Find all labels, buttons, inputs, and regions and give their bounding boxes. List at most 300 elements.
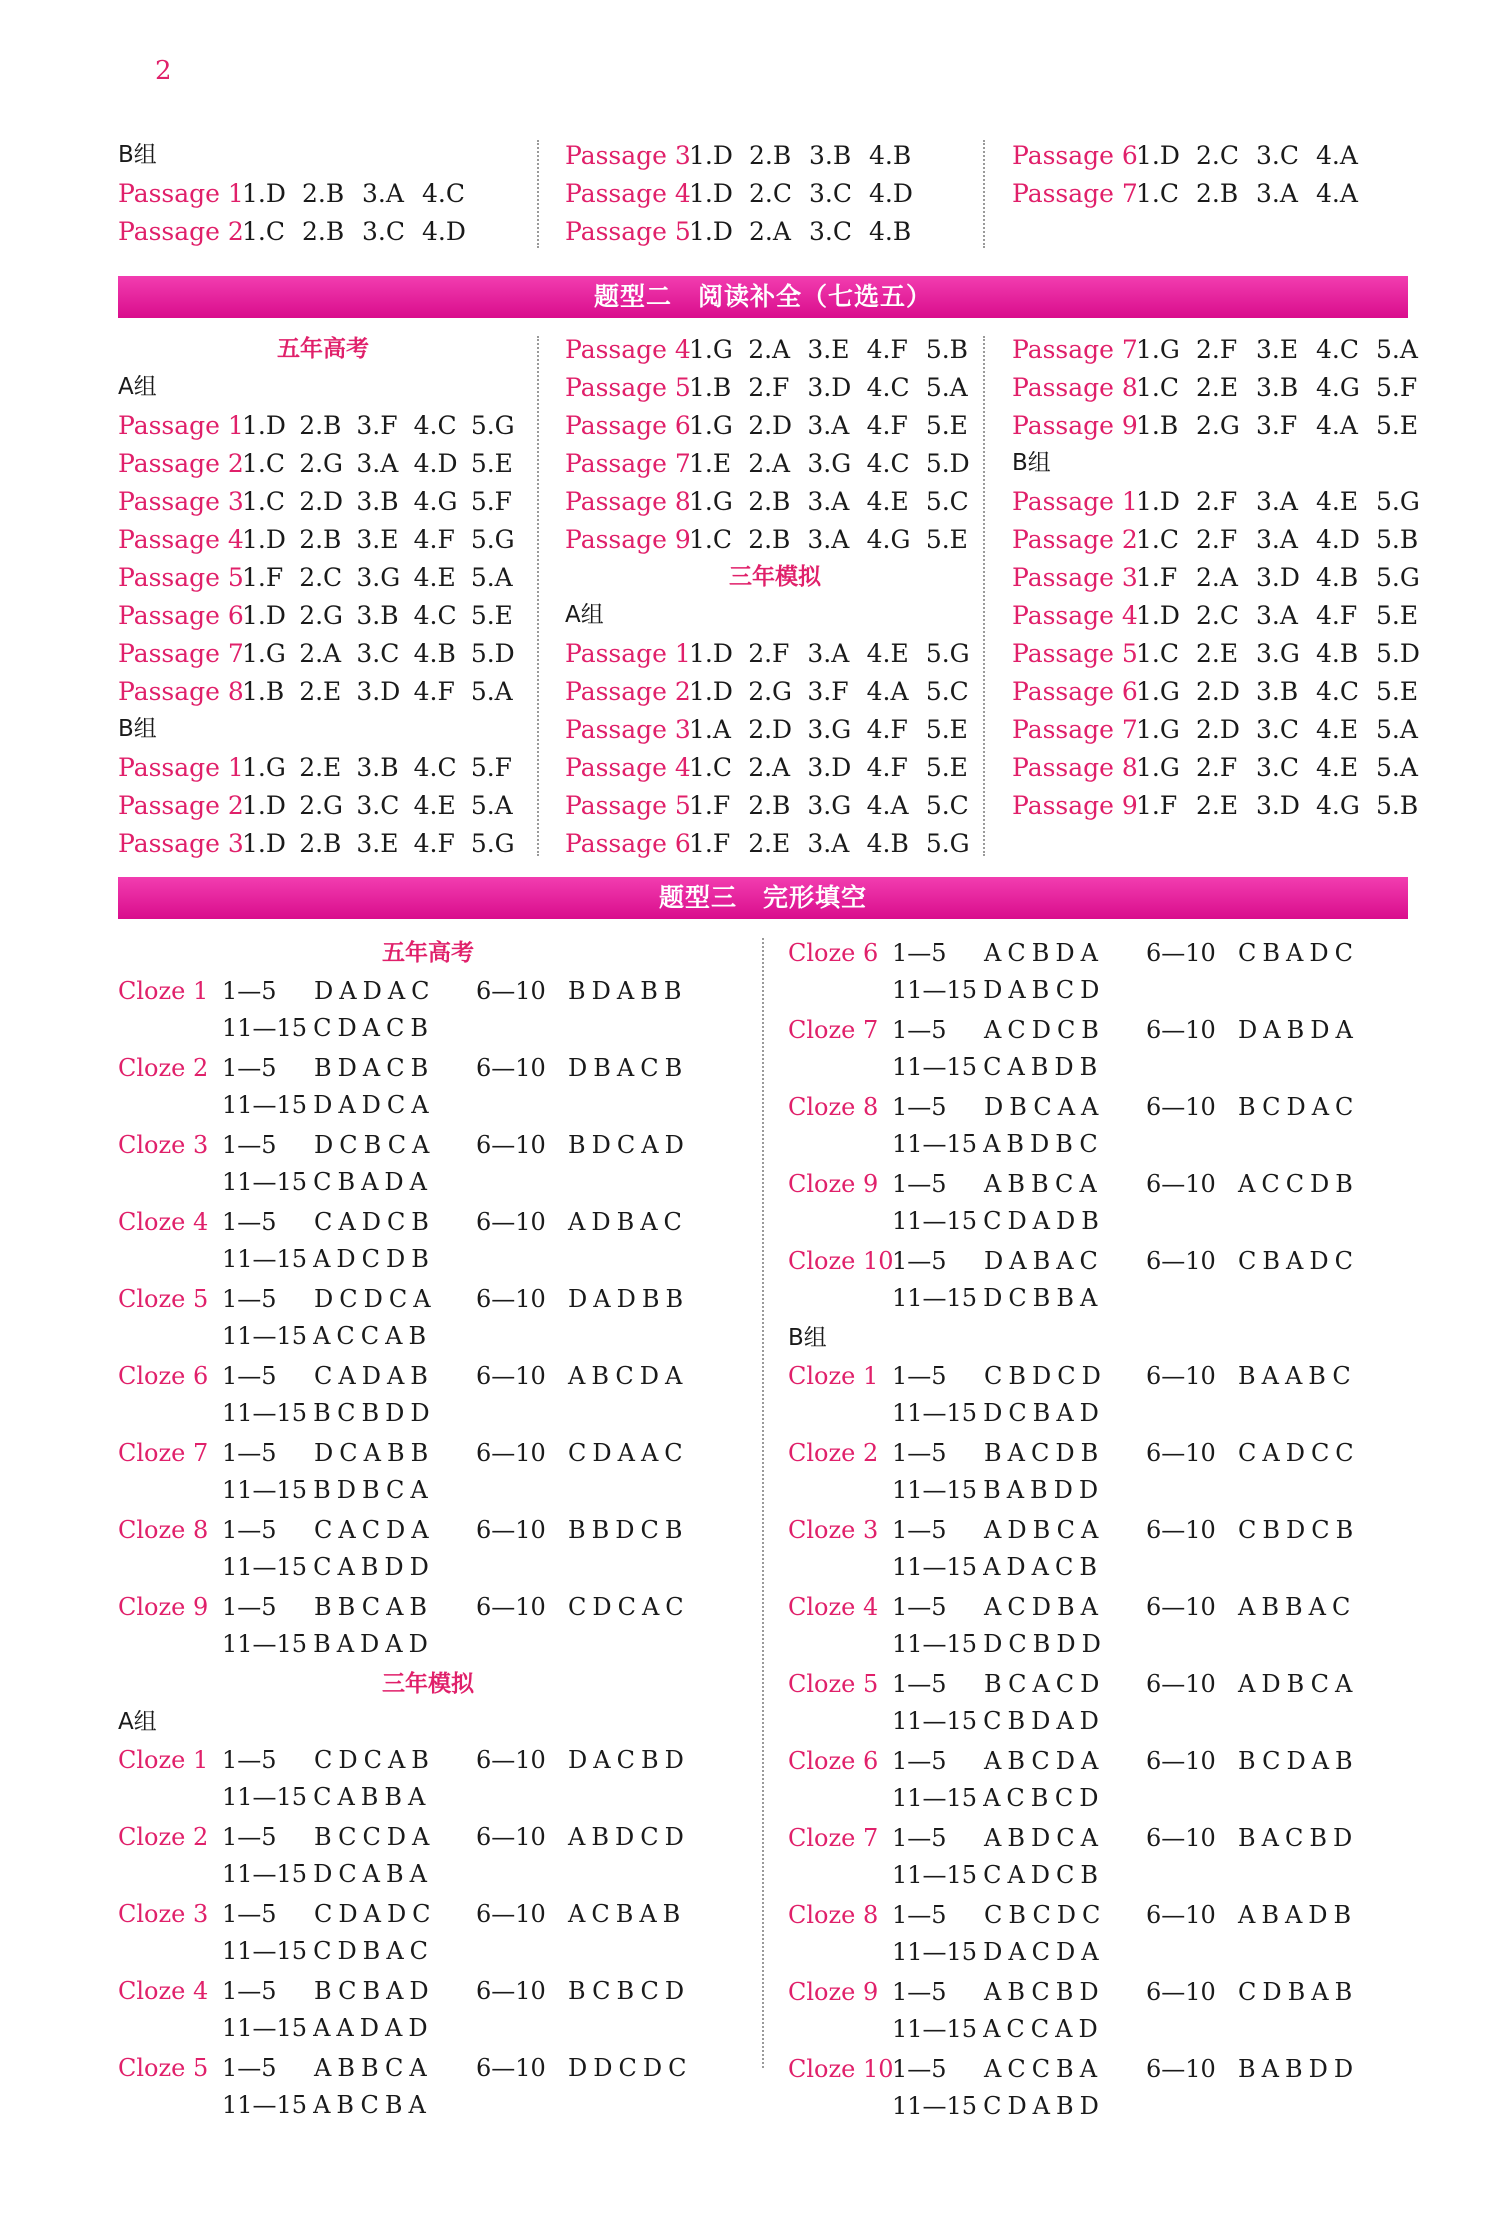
answer-sequence: ADACB	[983, 1552, 1103, 1581]
cloze-row	[118, 1317, 738, 1354]
passage-label: Passage 6	[1012, 140, 1138, 170]
answer-cell: 5.A	[470, 676, 513, 706]
cloze-label: Cloze 8	[788, 1092, 879, 1121]
answer-cell: 4.F	[866, 752, 908, 782]
group-heading: A组	[565, 602, 604, 628]
answer-cell: 5.G	[925, 638, 970, 668]
answer-row	[118, 634, 528, 672]
answer-sequence: DADBB	[568, 1284, 690, 1313]
question-range: 6—10	[476, 1053, 546, 1082]
answer-row	[565, 710, 985, 748]
answer-sequence: DADCA	[313, 1090, 435, 1119]
cloze-row	[118, 1009, 738, 1046]
cloze-item	[118, 1818, 738, 1892]
answer-cell: 1.C	[1136, 372, 1179, 402]
cloze-row	[118, 1203, 738, 1240]
group-heading: B组	[1012, 450, 1051, 476]
passage-label: Passage 6	[565, 828, 691, 858]
answer-row	[565, 520, 985, 558]
answer-sequence: ABADB	[1238, 1900, 1358, 1929]
answer-row	[118, 212, 518, 250]
answer-cell: 4.C	[866, 372, 910, 402]
passage-label: Passage 1	[118, 752, 244, 782]
question-range: 6—10	[476, 1745, 546, 1774]
answer-row	[1012, 520, 1452, 558]
answer-cell: 5.A	[925, 372, 968, 402]
question-range: 1—5	[222, 1053, 277, 1082]
answer-cell: 3.A	[807, 486, 850, 516]
question-range: 6—10	[1146, 1669, 1216, 1698]
answer-sequence: CDCAB	[314, 1745, 435, 1774]
answer-row	[1012, 558, 1452, 596]
answer-cell: 4.F	[866, 410, 908, 440]
group-heading: B组	[118, 142, 157, 168]
answer-cell: 2.G	[299, 790, 344, 820]
cloze-row	[118, 1163, 738, 1200]
question-range: 11—15	[222, 1398, 308, 1427]
section-banner-reading-completion: 题型二 阅读补全（七选五）	[118, 276, 1408, 318]
answer-cell: 2.E	[1196, 372, 1239, 402]
answer-cell: 1.D	[689, 140, 733, 170]
passage-label: Passage 7	[118, 638, 244, 668]
answer-cell: 4.F	[866, 334, 908, 364]
cloze-row	[118, 972, 738, 1009]
answer-cell: 4.C	[1316, 334, 1359, 364]
passage-label: Passage 3	[565, 714, 691, 744]
answer-cell: 2.C	[1196, 140, 1239, 170]
answer-cell: 1.C	[689, 752, 732, 782]
answer-cell: 2.B	[748, 524, 791, 554]
cloze-item	[788, 1588, 1428, 1662]
cloze-item	[788, 1742, 1428, 1816]
question-range: 11—15	[892, 1283, 978, 1312]
answer-cell: 1.B	[689, 372, 732, 402]
cloze-label: Cloze 4	[788, 1592, 879, 1621]
answer-row	[1012, 330, 1452, 368]
question-range: 11—15	[222, 1552, 308, 1581]
question-range: 1—5	[222, 1515, 277, 1544]
answer-cell: 2.C	[749, 178, 792, 208]
answer-cell: 3.F	[1256, 410, 1298, 440]
cloze-item	[788, 1973, 1428, 2047]
answer-row	[565, 634, 985, 672]
question-range: 11—15	[222, 1167, 308, 1196]
cloze-item	[788, 1242, 1428, 1316]
cloze-row	[118, 1972, 738, 2009]
answer-row	[565, 406, 985, 444]
group-heading: B组	[788, 1325, 827, 1351]
answer-cell: 2.A	[299, 638, 342, 668]
question-range: 1—5	[222, 1822, 277, 1851]
answer-cell: 1.C	[1136, 524, 1179, 554]
answer-cell: 4.A	[1316, 178, 1358, 208]
answer-sequence: ACCBA	[984, 2054, 1104, 2083]
question-range: 1—5	[892, 1246, 947, 1275]
answer-cell: 1.F	[689, 790, 731, 820]
answer-sequence: BACBD	[1238, 1823, 1359, 1852]
answer-sequence: BAABC	[1238, 1361, 1357, 1390]
answer-cell: 2.G	[1196, 410, 1240, 440]
answer-cell: 2.D	[1196, 676, 1240, 706]
question-range: 11—15	[892, 1629, 978, 1658]
cloze-row	[788, 1548, 1428, 1585]
answer-cell: 3.A	[1256, 524, 1298, 554]
cloze-label: Cloze 5	[118, 1284, 209, 1313]
answer-cell: 5.E	[925, 752, 968, 782]
answer-cell: 4.G	[1316, 372, 1360, 402]
answer-cell: 4.G	[413, 486, 458, 516]
question-range: 11—15	[892, 1706, 978, 1735]
question-range: 1—5	[892, 1746, 947, 1775]
answer-sequence: CABBA	[313, 1782, 432, 1811]
cloze-row	[118, 1818, 738, 1855]
answer-sequence: BCBAD	[314, 1976, 435, 2005]
answer-cell: 3.E	[356, 828, 399, 858]
answer-cell: 4.C	[413, 410, 457, 440]
answer-cell: 1.B	[242, 676, 285, 706]
question-range: 1—5	[222, 1745, 277, 1774]
s3-right-col	[788, 934, 1428, 2127]
answer-sequence: CADCC	[1238, 1438, 1360, 1467]
answer-cell: 2.B	[748, 486, 791, 516]
answer-cell: 5.E	[925, 524, 968, 554]
answer-sequence: BACDB	[984, 1438, 1105, 1467]
answer-sequence: CBDCD	[984, 1361, 1107, 1390]
answer-cell: 5.A	[1376, 334, 1418, 364]
cloze-label: Cloze 5	[788, 1669, 879, 1698]
answer-sequence: ADBCA	[984, 1515, 1105, 1544]
answer-cell: 3.E	[807, 334, 850, 364]
answer-cell: 5.E	[1376, 600, 1419, 630]
answer-row	[565, 212, 985, 250]
answer-cell: 3.B	[356, 486, 399, 516]
answer-cell: 2.A	[748, 334, 791, 364]
answer-sequence: ACCDB	[1238, 1169, 1359, 1198]
question-range: 1—5	[892, 938, 947, 967]
answer-sequence: BCDAB	[1238, 1746, 1359, 1775]
answer-cell: 3.G	[807, 790, 852, 820]
answer-cell: 2.E	[1196, 638, 1239, 668]
answer-sequence: DABCD	[983, 975, 1106, 1004]
answer-cell: 2.E	[299, 752, 342, 782]
question-range: 1—5	[892, 1361, 947, 1390]
question-range: 6—10	[1146, 1977, 1216, 2006]
question-range: 6—10	[1146, 1092, 1216, 1121]
answer-row	[565, 368, 985, 406]
answer-cell: 2.E	[748, 828, 791, 858]
cloze-item	[788, 1665, 1428, 1739]
answer-row	[1012, 174, 1432, 212]
passage-label: Passage 8	[118, 676, 244, 706]
answer-sequence: BCACD	[984, 1669, 1106, 1698]
question-range: 6—10	[1146, 2054, 1216, 2083]
cloze-row	[788, 1819, 1428, 1856]
answer-cell: 2.C	[1196, 600, 1239, 630]
answer-cell: 1.G	[242, 752, 286, 782]
answer-row	[565, 824, 985, 862]
question-range: 1—5	[892, 1823, 947, 1852]
cloze-row	[118, 1240, 738, 1277]
cloze-row	[118, 2009, 738, 2046]
passage-label: Passage 1	[118, 178, 244, 208]
answer-cell: 5.G	[1376, 562, 1420, 592]
question-range: 1—5	[222, 1438, 277, 1467]
passage-label: Passage 3	[118, 486, 244, 516]
answer-sequence: CABDB	[983, 1052, 1104, 1081]
answer-cell: 4.B	[1316, 562, 1359, 592]
question-range: 6—10	[476, 1284, 546, 1313]
answer-sequence: ADCDB	[313, 1244, 435, 1273]
cloze-label: Cloze 10	[788, 1246, 894, 1275]
answer-cell: 2.D	[1196, 714, 1240, 744]
cloze-row	[788, 1088, 1428, 1125]
cloze-label: Cloze 3	[118, 1130, 209, 1159]
answer-sequence: ABCDA	[568, 1361, 689, 1390]
answer-sequence: ACBDA	[984, 938, 1104, 967]
answer-cell: 3.A	[1256, 178, 1298, 208]
answer-cell: 2.A	[748, 752, 791, 782]
answer-row	[1012, 672, 1452, 710]
answer-row	[565, 672, 985, 710]
answer-cell: 5.G	[470, 410, 515, 440]
cloze-item	[788, 1896, 1428, 1970]
cloze-row	[788, 1048, 1428, 1085]
answer-cell: 2.B	[748, 790, 791, 820]
answer-row	[565, 482, 985, 520]
subtitle-five-year: 五年高考	[277, 336, 369, 362]
passage-label: Passage 2	[118, 790, 244, 820]
answer-cell: 3.C	[1256, 752, 1299, 782]
answer-sequence: CBCDC	[984, 1900, 1107, 1929]
question-range: 11—15	[892, 2014, 978, 2043]
answer-sequence: CBADC	[1238, 1246, 1359, 1275]
answer-cell: 5.D	[925, 448, 970, 478]
answer-row	[1012, 136, 1432, 174]
answer-cell: 5.F	[1376, 372, 1418, 402]
question-range: 11—15	[892, 1783, 978, 1812]
answer-sequence: ADBCA	[1238, 1669, 1359, 1698]
answer-cell: 3.B	[1256, 676, 1299, 706]
passage-label: Passage 7	[565, 448, 691, 478]
cloze-item	[118, 1126, 738, 1200]
cloze-row	[788, 1625, 1428, 1662]
cloze-row	[788, 1165, 1428, 1202]
answer-cell: 5.E	[470, 448, 513, 478]
answer-sequence: CDACB	[313, 1013, 435, 1042]
question-range: 6—10	[1146, 1592, 1216, 1621]
answer-cell: 1.C	[242, 448, 285, 478]
cloze-row	[788, 1357, 1428, 1394]
answer-cell: 3.C	[356, 638, 400, 668]
question-range: 11—15	[222, 1244, 308, 1273]
cloze-label: Cloze 7	[788, 1823, 879, 1852]
answer-cell: 2.G	[299, 448, 344, 478]
answer-cell: 3.D	[807, 752, 852, 782]
question-range: 1—5	[222, 1130, 277, 1159]
answer-cell: 1.D	[1136, 600, 1180, 630]
answer-sequence: DACBD	[568, 1745, 690, 1774]
answer-cell: 5.F	[470, 752, 513, 782]
answer-cell: 1.C	[1136, 178, 1179, 208]
answer-sequence: DBCAA	[984, 1092, 1105, 1121]
answer-sequence: ABBAC	[1238, 1592, 1357, 1621]
answer-cell: 1.F	[1136, 562, 1178, 592]
cloze-row	[118, 1895, 738, 1932]
question-range: 11—15	[222, 2090, 308, 2119]
answer-cell: 4.B	[1316, 638, 1359, 668]
answer-sequence: BDABB	[568, 976, 688, 1005]
question-range: 6—10	[476, 1515, 546, 1544]
cloze-label: Cloze 3	[788, 1515, 879, 1544]
answer-cell: 1.D	[689, 638, 733, 668]
answer-row	[118, 406, 528, 444]
answer-sequence: BCBCD	[568, 1976, 691, 2005]
answer-row	[1012, 406, 1452, 444]
question-range: 1—5	[892, 1977, 947, 2006]
answer-cell: 5.G	[470, 828, 515, 858]
answer-cell: 3.G	[807, 714, 852, 744]
answer-sequence: DBACB	[568, 1053, 689, 1082]
answer-sequence: ABDBC	[983, 1129, 1104, 1158]
answer-cell: 3.B	[1256, 372, 1299, 402]
answer-cell: 2.G	[299, 600, 344, 630]
answer-cell: 3.G	[1256, 638, 1300, 668]
answer-row	[565, 786, 985, 824]
answer-sequence: ABDCD	[568, 1822, 690, 1851]
passage-label: Passage 6	[565, 410, 691, 440]
answer-sequence: DCDCA	[314, 1284, 437, 1313]
cloze-item	[788, 1357, 1428, 1431]
answer-row	[565, 330, 985, 368]
answer-row	[118, 520, 528, 558]
cloze-row	[118, 1471, 738, 1508]
answer-row	[565, 444, 985, 482]
cloze-row	[118, 1126, 738, 1163]
answer-cell: 5.C	[925, 486, 969, 516]
answer-cell: 5.B	[1376, 790, 1419, 820]
answer-cell: 4.C	[413, 752, 457, 782]
answer-sequence: DCABA	[313, 1859, 433, 1888]
question-range: 1—5	[892, 1015, 947, 1044]
passage-label: Passage 4	[565, 178, 691, 208]
answer-sequence: BCBDD	[313, 1398, 436, 1427]
cloze-row	[118, 1280, 738, 1317]
cloze-row	[788, 1011, 1428, 1048]
answer-cell: 1.F	[1136, 790, 1178, 820]
answer-cell: 5.A	[1376, 714, 1418, 744]
answer-cell: 1.D	[242, 178, 286, 208]
question-range: 11—15	[892, 1129, 978, 1158]
answer-sequence: CDBAB	[1238, 1977, 1359, 2006]
question-range: 1—5	[892, 1092, 947, 1121]
answer-cell: 4.F	[413, 524, 455, 554]
question-range: 6—10	[476, 1438, 546, 1467]
cloze-item	[788, 1011, 1428, 1085]
question-range: 11—15	[892, 1475, 978, 1504]
answer-cell: 2.F	[1196, 334, 1238, 364]
answer-sequence: BADAD	[313, 1629, 434, 1658]
question-range: 11—15	[222, 1321, 308, 1350]
answer-cell: 5.A	[470, 562, 513, 592]
cloze-label: Cloze 5	[118, 2053, 209, 2082]
question-range: 6—10	[476, 1361, 546, 1390]
top-col-1	[118, 136, 518, 250]
answer-cell: 1.G	[689, 410, 733, 440]
top-col-2	[565, 136, 985, 250]
answer-sequence: DCABB	[314, 1438, 435, 1467]
section-banner-cloze: 题型三 完形填空	[118, 877, 1408, 919]
answer-cell: 2.F	[748, 372, 790, 402]
answer-cell: 2.F	[1196, 486, 1238, 516]
question-range: 11—15	[222, 1936, 308, 1965]
answer-row	[118, 174, 518, 212]
answer-sequence: BDCAD	[568, 1130, 690, 1159]
answer-cell: 4.E	[866, 486, 909, 516]
cloze-row	[118, 1086, 738, 1123]
cloze-row	[788, 1202, 1428, 1239]
answer-cell: 1.C	[242, 216, 285, 246]
answer-cell: 4.F	[866, 714, 908, 744]
answer-sequence: ABDCA	[984, 1823, 1104, 1852]
answer-cell: 3.C	[356, 790, 400, 820]
column-divider	[983, 336, 985, 856]
cloze-row	[118, 1357, 738, 1394]
answer-cell: 5.E	[1376, 676, 1419, 706]
answer-sequence: CBADC	[1238, 938, 1359, 967]
answer-sequence: BABDD	[1238, 2054, 1360, 2083]
answer-cell: 3.D	[807, 372, 852, 402]
answer-sequence: CBADA	[313, 1167, 433, 1196]
question-range: 11—15	[892, 1206, 978, 1235]
answer-cell: 4.F	[413, 828, 455, 858]
cloze-item	[788, 1088, 1428, 1162]
passage-label: Passage 3	[118, 828, 244, 858]
answer-cell: 1.D	[242, 600, 286, 630]
answer-row	[118, 482, 528, 520]
cloze-label: Cloze 7	[118, 1438, 209, 1467]
answer-cell: 3.C	[1256, 140, 1299, 170]
answer-cell: 2.A	[1196, 562, 1238, 592]
answer-cell: 4.A	[866, 676, 909, 706]
answer-sequence: CDBAC	[313, 1936, 435, 1965]
answer-sequence: DABDA	[1238, 1015, 1359, 1044]
passage-label: Passage 8	[1012, 752, 1138, 782]
question-range: 1—5	[892, 1669, 947, 1698]
question-range: 1—5	[222, 1361, 277, 1390]
passage-label: Passage 9	[1012, 410, 1138, 440]
question-range: 6—10	[476, 1207, 546, 1236]
passage-label: Passage 9	[1012, 790, 1138, 820]
answer-cell: 1.G	[689, 334, 733, 364]
question-range: 6—10	[1146, 1746, 1216, 1775]
cloze-label: Cloze 6	[788, 938, 879, 967]
answer-cell: 5.E	[1376, 410, 1419, 440]
cloze-row	[788, 934, 1428, 971]
answer-cell: 2.E	[1196, 790, 1239, 820]
passage-label: Passage 8	[565, 486, 691, 516]
s2-col-2	[565, 330, 985, 862]
column-divider	[762, 938, 764, 2068]
question-range: 6—10	[1146, 938, 1216, 967]
answer-cell: 1.D	[242, 524, 286, 554]
answer-cell: 4.E	[866, 638, 909, 668]
question-range: 1—5	[222, 1284, 277, 1313]
answer-cell: 3.A	[807, 828, 850, 858]
cloze-label: Cloze 1	[118, 976, 209, 1005]
cloze-row	[118, 1394, 738, 1431]
answer-cell: 3.B	[356, 600, 399, 630]
question-range: 1—5	[892, 1515, 947, 1544]
